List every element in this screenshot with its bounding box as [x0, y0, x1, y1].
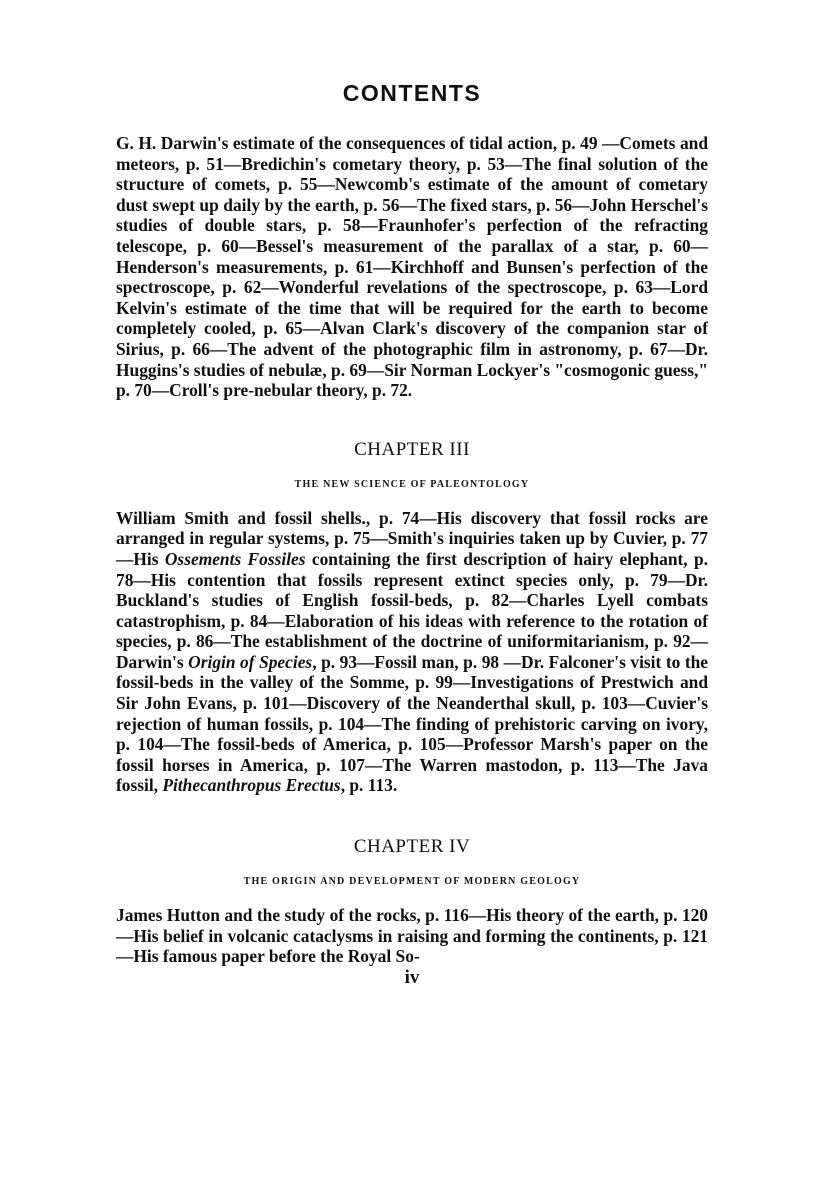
italic-title: Pithecanthropus Erectus [162, 775, 341, 796]
italic-title: Ossements Fossiles [164, 548, 306, 569]
chapter-4-title: CHAPTER IV [353, 836, 471, 858]
chapter-4-subtitle: THE ORIGIN AND DEVELOPMENT OF MODERN GEOLOGY [243, 876, 581, 888]
text-run: , p. 113. [340, 775, 398, 796]
running-head: CONTENTS [342, 80, 482, 106]
chapter-4-contents: James Hutton and the study of the rocks, p. 116—His theory of the earth, p. 120—His belief in volcanic cataclysms in raising and forming the continents, p. 121—His famous paper before the Royal So- [116, 905, 708, 967]
chapter-3-contents [116, 508, 708, 796]
italic-title: Origin of Species [188, 651, 313, 672]
text-run: containing the first description of hairy elephant, p. 78—His contention that fossils represent extinct species only, p. 79—Dr. Buckland's studies of English fossil-beds, p. 82—Charles Lyell combats catastrophism, p. 84—Elaboration of his ideas with reference to the rotation of species, p. 86—The establishment of the doctrine of uniformitarianism, p. 92—Darwin's [116, 548, 709, 672]
chapter2-contents-continued: G. H. Darwin's estimate of the consequences of tidal action, p. 49 —Comets and meteors, p. 51—Bredichin's cometary theory, p. 53—The final solution of the structure of comets, p. 55—Newcomb's estimate of the amount of cometary dust swept up daily by the earth, p. 56—The fixed stars, p. 56—John Herschel's studies of double stars, p. 58—Fraunhofer's perfection of the refracting telescope, p. 60—Bessel's measurement of the parallax of a star, p. 60—Henderson's measurements, p. 61—Kirchhoff and Bunsen's perfection of the spectroscope, p. 62—Wonderful revelations of the spectroscope, p. 63—Lord Kelvin's estimate of the time that will be required for the earth to become completely cooled, p. 65—Alvan Clark's discovery of the companion star of Sirius, p. 66—The advent of the photographic film in astronomy, p. 67—Dr. Huggins's studies of nebulæ, p. 69—Sir Norman Lockyer's "cosmogonic guess," p. 70—Croll's pre-nebular theory, p. 72. [116, 133, 708, 401]
contents-page [116, 80, 708, 989]
page-number: iv [404, 966, 420, 988]
text-run: William Smith and fossil shells., p. 74—His discovery that fossil rocks are arranged in regular systems, p. 75—Smith's inquiries taken up by Cuvier, p. 77—His [116, 507, 708, 569]
chapter-3-subtitle: THE NEW SCIENCE OF PALEONTOLOGY [294, 478, 530, 490]
chapter-3-title: CHAPTER III [354, 438, 470, 460]
text-run: , p. 93—Fossil man, p. 98 —Dr. Falconer's visit to the fossil-beds in the valley of the Somme, p. 99—Investigations of Prestwich and Sir John Evans, p. 101—Discovery of the Neanderthal skull, p. 103—Cuvier's rejection of human fossils, p. 104—The finding of prehistoric carving on ivory, p. 104—The fossil-beds of America, p. 105—Professor Marsh's paper on the fossil horses in America, p. 107—The Warren mastodon, p. 113—The Java fossil, [116, 651, 709, 796]
